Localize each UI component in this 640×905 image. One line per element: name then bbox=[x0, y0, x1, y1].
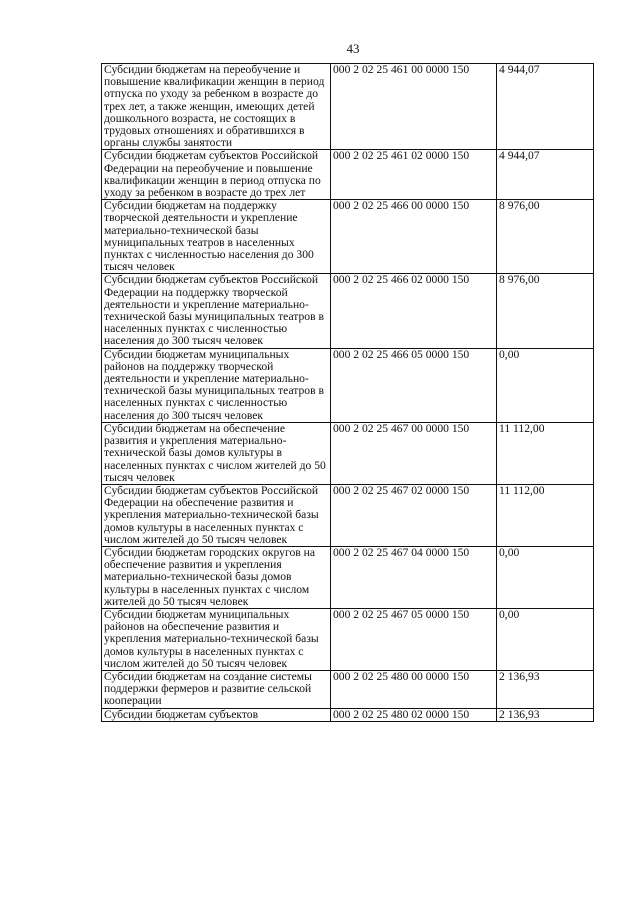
row-budget-code: 000 2 02 25 467 05 0000 150 bbox=[331, 608, 497, 670]
row-amount: 2 136,93 bbox=[497, 708, 594, 721]
table-row bbox=[102, 708, 594, 721]
row-budget-code: 000 2 02 25 467 00 0000 150 bbox=[331, 422, 497, 484]
row-amount: 0,00 bbox=[497, 608, 594, 670]
row-description: Субсидии бюджетам на обеспечение развития и укрепления материально-технической базы домов культуры в населенных пунктах с числом жителей до 50 тысяч человек bbox=[102, 422, 331, 484]
budget-revenue-table bbox=[101, 63, 594, 722]
row-budget-code: 000 2 02 25 467 02 0000 150 bbox=[331, 484, 497, 546]
row-budget-code: 000 2 02 25 480 02 0000 150 bbox=[331, 708, 497, 721]
table-row bbox=[102, 608, 594, 670]
row-description: Субсидии бюджетам субъектов Российской Федерации на поддержку творческой деятельности и укрепление материально-технической базы муниципальных театров в населенных пунктах с численностью населения до 300 тысяч человек bbox=[102, 274, 331, 348]
table-row bbox=[102, 670, 594, 708]
row-amount: 8 976,00 bbox=[497, 200, 594, 274]
row-description: Субсидии бюджетам муниципальных районов на поддержку творческой деятельности и укрепление материально-технической базы муниципальных театров в населенных пунктах с численностью населения до 300 тысяч человек bbox=[102, 348, 331, 422]
table-row bbox=[102, 348, 594, 422]
row-budget-code: 000 2 02 25 466 05 0000 150 bbox=[331, 348, 497, 422]
row-description: Субсидии бюджетам городских округов на обеспечение развития и укрепления материально-технической базы домов культуры в населенных пунктах с числом жителей до 50 тысяч человек bbox=[102, 546, 331, 608]
row-budget-code: 000 2 02 25 461 00 0000 150 bbox=[331, 64, 497, 150]
table-row bbox=[102, 546, 594, 608]
row-budget-code: 000 2 02 25 467 04 0000 150 bbox=[331, 546, 497, 608]
row-description: Субсидии бюджетам на создание системы поддержки фермеров и развитие сельской кооперации bbox=[102, 670, 331, 708]
row-amount: 0,00 bbox=[497, 546, 594, 608]
table-row bbox=[102, 274, 594, 348]
row-amount: 2 136,93 bbox=[497, 670, 594, 708]
row-description: Субсидии бюджетам на переобучение и повышение квалификации женщин в период отпуска по уходу за ребенком в возрасте до трех лет, а также женщин, имеющих детей дошкольного возраста, не состоящих в трудовых отношениях и обратившихся в органы службы занятости bbox=[102, 64, 331, 150]
row-budget-code: 000 2 02 25 461 02 0000 150 bbox=[331, 150, 497, 200]
row-description: Субсидии бюджетам на поддержку творческой деятельности и укрепление материально-технической базы муниципальных театров в населенных пунктах с численностью населения до 300 тысяч человек bbox=[102, 200, 331, 274]
row-description: Субсидии бюджетам субъектов Российской Федерации на переобучение и повышение квалификации женщин в период отпуска по уходу за ребенком в возрасте до трех лет bbox=[102, 150, 331, 200]
table-body bbox=[102, 64, 594, 722]
table-row bbox=[102, 64, 594, 150]
row-amount: 4 944,07 bbox=[497, 64, 594, 150]
row-description: Субсидии бюджетам субъектов bbox=[102, 708, 331, 721]
row-description: Субсидии бюджетам субъектов Российской Федерации на обеспечение развития и укрепления материально-технической базы домов культуры в населенных пунктах с числом жителей до 50 тысяч человек bbox=[102, 484, 331, 546]
row-budget-code: 000 2 02 25 466 00 0000 150 bbox=[331, 200, 497, 274]
row-amount: 4 944,07 bbox=[497, 150, 594, 200]
row-amount: 11 112,00 bbox=[497, 484, 594, 546]
table-row bbox=[102, 484, 594, 546]
page-number: 43 bbox=[346, 41, 360, 56]
row-amount: 11 112,00 bbox=[497, 422, 594, 484]
row-budget-code: 000 2 02 25 480 00 0000 150 bbox=[331, 670, 497, 708]
row-budget-code: 000 2 02 25 466 02 0000 150 bbox=[331, 274, 497, 348]
table-row bbox=[102, 200, 594, 274]
row-description: Субсидии бюджетам муниципальных районов на обеспечение развития и укрепления материально-технической базы домов культуры в населенных пунктах с числом жителей до 50 тысяч человек bbox=[102, 608, 331, 670]
row-amount: 0,00 bbox=[497, 348, 594, 422]
table-row bbox=[102, 150, 594, 200]
table-row bbox=[102, 422, 594, 484]
row-amount: 8 976,00 bbox=[497, 274, 594, 348]
